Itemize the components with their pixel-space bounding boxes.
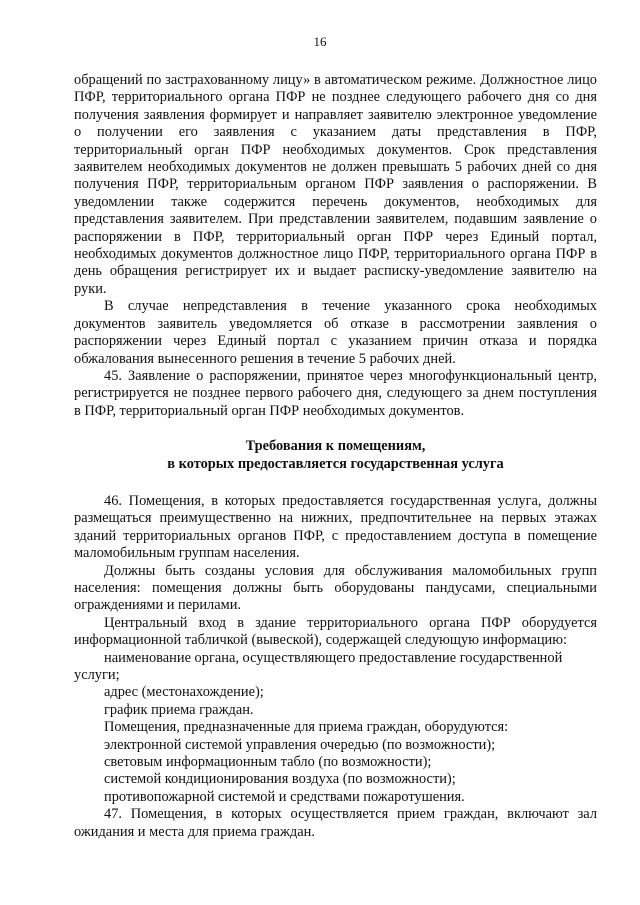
paragraph: Центральный вход в здание территориального органа ПФР оборудуется информационной табличкой (вывеской), содержащей следующую информацию:	[74, 614, 597, 649]
list-item: наименование органа, осуществляющего предоставление государственной услуги;	[74, 649, 563, 683]
paragraph: Должны быть созданы условия для обслуживания маломобильных групп населения: помещения должны быть оборудованы пандусами, специальными ограждениями и перилами.	[74, 562, 597, 614]
document-body	[74, 72, 597, 841]
section-heading-line: Требования к помещениям,	[245, 438, 426, 455]
list-item: электронной системой управления очередью (по возможности);	[104, 736, 496, 753]
section-heading-line: в которых предоставляется государственная услуга	[167, 455, 504, 472]
section-heading	[74, 438, 597, 473]
list-item: противопожарной системой и средствами пожаротушения.	[104, 788, 465, 805]
page-number: 16	[313, 34, 327, 49]
list-item: световым информационным табло (по возможности);	[104, 754, 432, 771]
requirements-list	[74, 650, 597, 807]
list-item: Помещения, предназначенные для приема граждан, оборудуются:	[104, 719, 509, 736]
list-item: график приема граждан.	[104, 701, 254, 718]
paragraph: 47. Помещения, в которых осуществляется прием граждан, включают зал ожидания и места для приема граждан.	[74, 806, 597, 840]
paragraph: В случае непредставления в течение указанного срока необходимых документов заявитель уведомляется об отказе в рассмотрении заявления о распоряжении через Единый портал с указанием причин отказа и порядка обжалования вынесенного решения в течение 5 рабочих дней.	[74, 298, 597, 367]
list-item: системой кондиционирования воздуха (по возможности);	[104, 771, 456, 788]
paragraph: 46. Помещения, в которых предоставляется государственная услуга, должны размещаться преимущественно на нижних, предпочтительнее на первых этажах зданий территориальных органов ПФР, с предоставлением доступа в помещение маломобильным группам населения.	[74, 492, 597, 562]
list-item: адрес (местонахождение);	[104, 684, 264, 701]
paragraph: обращений по застрахованному лицу» в автоматическом режиме. Должностное лицо ПФР, территориального органа ПФР не позднее следующего рабочего дня со дня получения заявления формирует и направляет заявителю электронное уведомление о получении его заявления с указанием даты представления в ПФР, территориальный орган ПФР необходимых документов. Срок представления заявителем необходимых документов не должен превышать 5 рабочих дней со дня получения ПФР, территориальным органом ПФР заявления о распоряжении. В уведомлении также содержится перечень документов, необходимых для представления заявителем. При представлении заявителем, подавшим заявление о распоряжении в ПФР, территориальный орган ПФР через Единый портал, необходимых документов должностное лицо ПФР, территориального органа ПФР в день обращения регистрирует их и выдает расписку-уведомление заявителю на руки.	[74, 72, 597, 297]
paragraph: 45. Заявление о распоряжении, принятое через многофункциональный центр, регистрируется не позднее первого рабочего дня, следующего за днем поступления в ПФР, территориальный орган ПФР необходимых документов.	[74, 367, 597, 419]
